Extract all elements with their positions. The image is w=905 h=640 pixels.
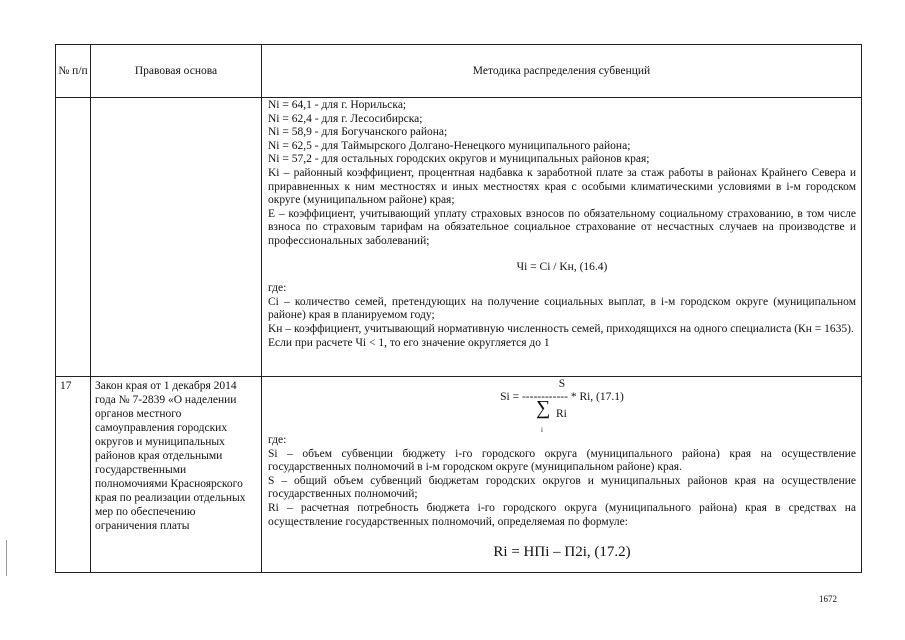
formula-17-2: Ri = НПi – П2i, (17.2) — [493, 544, 631, 561]
where-label: где: — [268, 282, 287, 295]
where-label: где: — [268, 434, 287, 446]
formula-numerator: S — [558, 378, 566, 390]
e-definition: Е – коэффициент, учитывающий уплату страховых взносов по обязательному социальному страхованию, в том числе взноса по страховым тарифам на обязательное социальное страхование от несчастных случаев на производстве и профессиональных заболеваний; — [268, 207, 856, 247]
s-definition: S – общий объем субвенций бюджетам городских округов и муниципальных районов края на осуществление государственных полномочий; — [268, 474, 856, 501]
scan-edge-mark — [6, 540, 7, 576]
cell-method-17 — [262, 377, 862, 573]
header-method: Методика распределения субвенций — [262, 45, 862, 98]
cell-basis-empty — [91, 98, 262, 377]
ni-line: Ni = 57,2 - для остальных городских округов и муниципальных районов края; — [268, 153, 650, 166]
ni-line: Ni = 64,1 - для г. Норильска; — [268, 99, 407, 111]
table-row-continued — [56, 98, 862, 377]
cell-number-empty — [56, 98, 91, 377]
rounding-note: Если при расчете Чi < 1, то его значение округляется до 1 — [268, 336, 550, 349]
legal-basis-law: Закон края от 1 декабря 2014 года № 7-2839 «О наделении органов местного самоуправления городских округов и муниципальных районов края отдельными государственными полномочиями Красноярского края по реализации отдельных мер по обеспечению ограничения платы — [91, 377, 262, 573]
formula-main-line: Si = ------------ * Ri, (17.1) — [500, 391, 624, 403]
subvention-table — [55, 44, 862, 573]
sum-sign: ∑ — [536, 397, 551, 419]
formula-16-4: Чi = Ci / Kн, (16.4) — [516, 260, 608, 273]
formula-denominator: Ri — [556, 408, 567, 420]
header-number: № п/п — [56, 45, 91, 98]
header-legal-basis: Правовая основа — [91, 45, 262, 98]
ci-definition: Ci – количество семей, претендующих на получение социальных выплат, в i-м городском округе (муниципальном районе) края в планируемом году; — [268, 295, 856, 322]
ni-line: Ni = 58,9 - для Богучанского района; — [268, 126, 448, 139]
table-header-row — [56, 45, 862, 98]
cell-method-continued — [262, 98, 862, 377]
formula-17-1 — [268, 378, 856, 434]
ri-definition: Ri – расчетная потребность бюджета i-го городского округа (муниципального района) края в средствах на осуществление государственных полномочий, определяемая по формуле: — [268, 501, 856, 528]
row-number-17: 17 — [56, 377, 91, 573]
kn-definition: Kн – коэффициент, учитывающий нормативную численность семей, приходящихся на одного специалиста (Кн = 1635). — [268, 322, 854, 335]
sum-index: i — [541, 426, 543, 434]
page-number: 1672 — [819, 594, 837, 604]
ki-definition: Ki – районный коэффициент, процентная надбавка к заработной плате за стаж работы в районах Крайнего Севера и приравненных к ним местностях и иных местностях края с особыми климатическими условиями в i-м городском округе (муниципальном районе) края; — [268, 166, 856, 207]
si-definition: Si – объем субвенции бюджету i-го городского округа (муниципального района) края на осуществление государственных полномочий в i-м городском округе (муниципальном районе) края. — [268, 447, 856, 474]
ni-line: Ni = 62,4 - для г. Лесосибирска; — [268, 112, 423, 125]
ni-line: Ni = 62,5 - для Таймырского Долгано-Ненецкого муниципального района; — [268, 139, 631, 152]
table-row-17 — [56, 377, 862, 573]
